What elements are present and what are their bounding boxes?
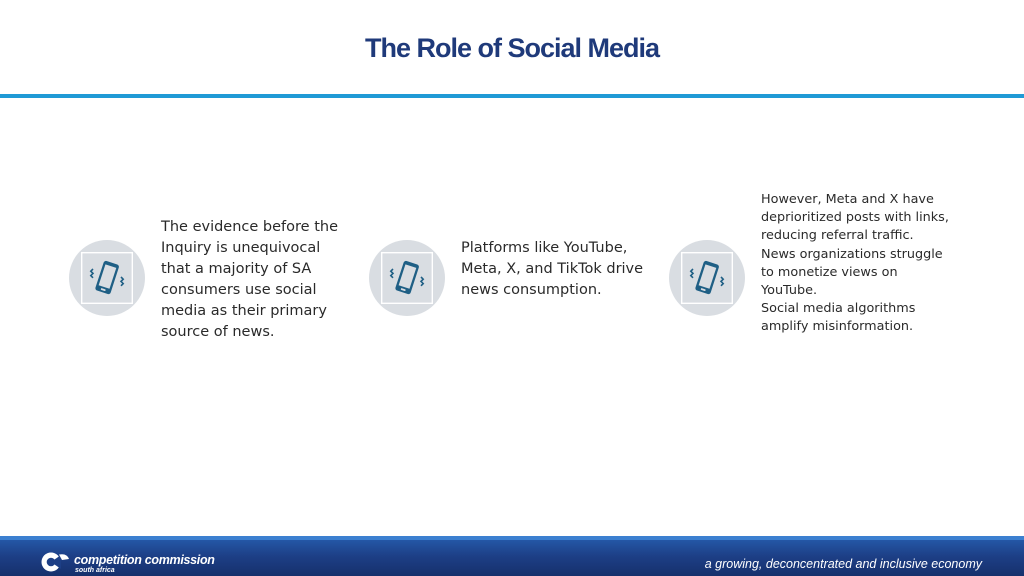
column-3-paragraph-2: News organizations struggle to monetize views on YouTube. bbox=[761, 246, 943, 299]
slide-title: The Role of Social Media bbox=[364, 33, 660, 63]
column-1-paragraph: The evidence before the Inquiry is unequivocal that a majority of SA consumers use social media as their primary source of news. bbox=[161, 219, 338, 340]
icon-circle-2 bbox=[369, 240, 445, 316]
footer-tagline: a growing, deconcentrated and inclusive economy bbox=[704, 557, 982, 571]
mobile-phone-vibrating-icon bbox=[681, 252, 733, 304]
icon-circle-3 bbox=[669, 240, 745, 316]
column-3-paragraph-1: However, Meta and X have deprioritized posts with links, reducing referral traffic. bbox=[761, 192, 949, 244]
icon-circle-1 bbox=[69, 240, 145, 316]
mobile-phone-vibrating-icon bbox=[81, 252, 133, 304]
org-subtitle: south africa bbox=[75, 567, 115, 574]
column-1-text bbox=[161, 217, 351, 343]
mobile-phone-vibrating-icon bbox=[381, 252, 433, 304]
column-2-paragraph: Platforms like YouTube, Meta, X, and TikTok drive news consumption. bbox=[461, 240, 644, 298]
column-3-text bbox=[761, 191, 951, 337]
competition-commission-logo-icon bbox=[40, 551, 70, 573]
column-2-text bbox=[461, 238, 651, 301]
column-3-paragraph-3: Social media algorithms amplify misinformation. bbox=[761, 301, 916, 335]
footer-bar bbox=[0, 536, 1024, 576]
org-name: competition commission bbox=[74, 553, 215, 567]
title-rule bbox=[0, 94, 1024, 98]
